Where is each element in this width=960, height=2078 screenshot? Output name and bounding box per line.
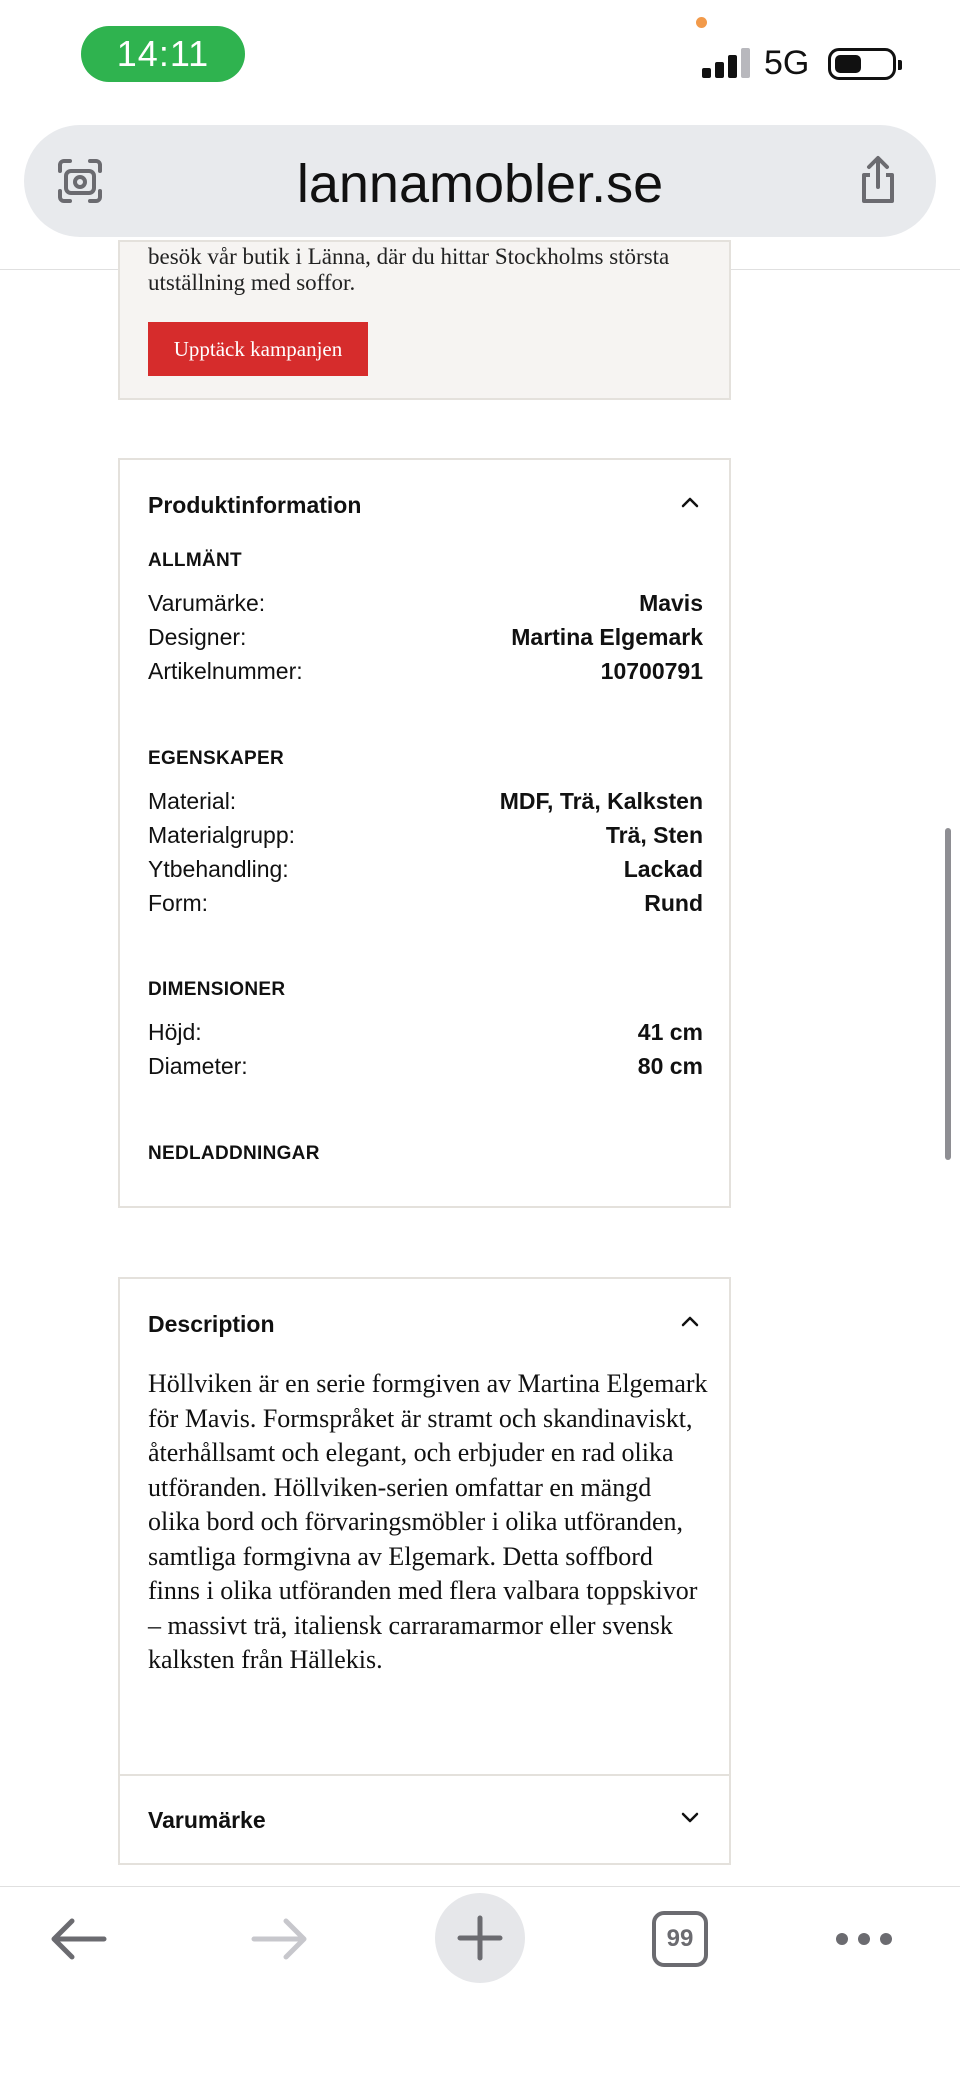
section-downloads-title: NEDLADDNINGAR (148, 1143, 320, 1164)
spec-label: Diameter: (148, 1053, 248, 1079)
spec-row (148, 1053, 703, 1087)
spec-label: Höjd: (148, 1019, 202, 1045)
back-arrow-icon[interactable] (48, 1915, 108, 1963)
spec-value: Trä, Sten (605, 822, 703, 848)
privacy-indicator-dot (696, 17, 707, 28)
spec-row (148, 890, 703, 924)
spec-value: Lackad (623, 856, 703, 882)
description-text: Höllviken är en serie formgiven av Martina Elgemark för Mavis. Formspråket är stramt och skandinaviskt, återhållsamt och elegant, och erbjuder en rad olika utföranden. Höllviken-serien omfattar en mängd olika bord och förvaringsmöbler i olika utföranden, samtliga formgivna av Elgemark. Detta soffbord finns i olika utföranden med flera valbara toppskivor – massivt trä, italiensk carraramarmor eller svensk kalksten från Hällekis. (148, 1369, 708, 1674)
brand-accordion-title[interactable]: Varumärke (148, 1807, 266, 1833)
spec-label: Form: (148, 890, 209, 916)
cellular-signal-icon (702, 48, 752, 78)
spec-label: Material: (148, 788, 237, 814)
forward-arrow-icon[interactable] (250, 1915, 310, 1963)
section-dimensions-title: DIMENSIONER (148, 979, 286, 1000)
chevron-up-icon[interactable] (681, 1315, 699, 1327)
spec-row (148, 788, 703, 822)
spec-value: 80 cm (637, 1053, 703, 1079)
tab-switcher-button[interactable]: 99 (652, 1911, 708, 1967)
spec-row (148, 856, 703, 890)
spec-row (148, 822, 703, 856)
spec-row (148, 590, 703, 624)
page-content[interactable] (0, 244, 960, 1886)
spec-value: Mavis (639, 590, 703, 616)
product-info-panel (118, 458, 731, 1208)
promo-text: besök vår butik i Länna, där du hittar Stockholms största utställning med soffor. (148, 244, 670, 295)
product-info-title[interactable]: Produktinformation (148, 492, 362, 518)
spec-label: Designer: (148, 624, 247, 650)
network-type: 5G (764, 44, 810, 82)
description-title[interactable]: Description (148, 1311, 275, 1337)
spec-label: Materialgrupp: (148, 822, 296, 848)
spec-value: 10700791 (600, 658, 703, 684)
spec-label: Varumärke: (148, 590, 266, 616)
spec-label: Artikelnummer: (148, 658, 303, 684)
spec-value: Rund (644, 890, 703, 916)
status-bar (0, 0, 960, 120)
spec-value: MDF, Trä, Kalksten (499, 788, 703, 814)
url-text[interactable]: lannamobler.se (296, 154, 664, 214)
spec-label: Ytbehandling: (148, 856, 289, 882)
chevron-up-icon[interactable] (681, 496, 699, 508)
section-properties-title: EGENSKAPER (148, 748, 285, 769)
battery-icon (828, 48, 896, 80)
plus-icon (456, 1914, 504, 1962)
more-icon[interactable] (834, 1931, 894, 1947)
spec-row (148, 1019, 703, 1053)
spec-value: 41 cm (637, 1019, 703, 1045)
spec-value: Martina Elgemark (511, 624, 703, 650)
address-bar[interactable] (24, 125, 936, 237)
divider (120, 1774, 729, 1776)
spec-row (148, 624, 703, 658)
section-general-title: ALLMÄNT (148, 550, 242, 571)
status-time: 14:11 (81, 26, 245, 82)
discover-campaign-button[interactable]: Upptäck kampanjen (148, 322, 368, 376)
spec-row (148, 658, 703, 692)
share-icon[interactable] (850, 153, 906, 209)
chevron-down-icon[interactable] (681, 1811, 699, 1823)
browser-toolbar (0, 1887, 960, 2078)
new-tab-button[interactable] (435, 1893, 525, 1983)
description-panel (118, 1277, 731, 1865)
promo-banner (118, 240, 731, 400)
vertical-scrollbar[interactable] (945, 828, 951, 1160)
